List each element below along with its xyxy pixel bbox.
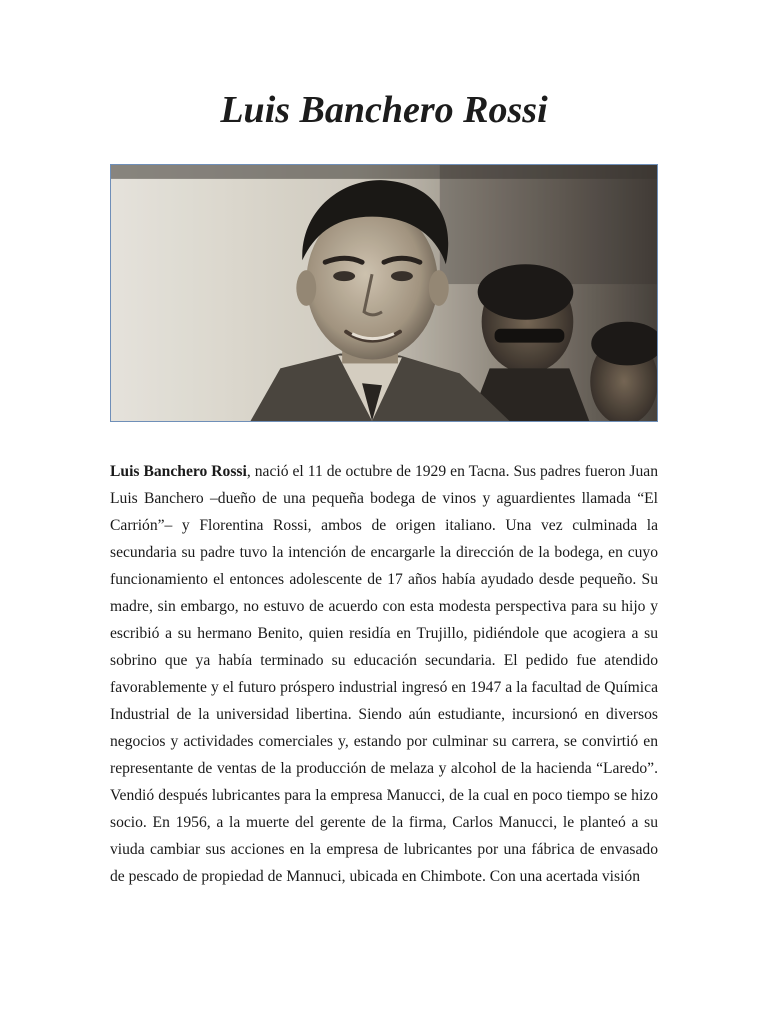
- portrait-photo-illustration: [111, 165, 657, 421]
- portrait-photo: [110, 164, 658, 422]
- biography-text: , nació el 11 de octubre de 1929 en Tacna. Sus padres fueron Juan Luis Banchero –dueño de una pequeña bodega de vinos y aguardientes llamada “El Carrión”– y Florentina Rossi, ambos de origen italiano. Una vez culminada la secundaria su padre tuvo la intención de encargarle la dirección de la bodega, en cuyo funcionamiento el entonces adolescente de 17 años había ayudado desde pequeño. Su madre, sin embargo, no estuvo de acuerdo con esta modesta perspectiva para su hijo y escribió a su hermano Benito, quien residía en Trujillo, pidiéndole que acogiera a su sobrino que ya había terminado su educación secundaria. El pedido fue atendido favorablemente y el futuro próspero industrial ingresó en 1947 a la facultad de Química Industrial de la universidad libertina. Siendo aún estudiante, incursionó en diversos negocios y actividades comerciales y, estando por culminar su carrera, se convirtió en representante de ventas de la producción de melaza y alcohol de la hacienda “Laredo”. Vendió después lubricantes para la empresa Manucci, de la cual en poco tiempo se hizo socio. En 1956, a la muerte del gerente de la firma, Carlos Manucci, le planteó a su viuda cambiar sus acciones en la empresa de lubricantes por una fábrica de envasado de pescado de propiedad de Mannuci, ubicada en Chimbote. Con una acertada visión: [110, 463, 658, 885]
- subject-name: Luis Banchero Rossi: [110, 463, 247, 480]
- biography-paragraph: [110, 458, 658, 890]
- page-title: Luis Banchero Rossi: [220, 89, 548, 131]
